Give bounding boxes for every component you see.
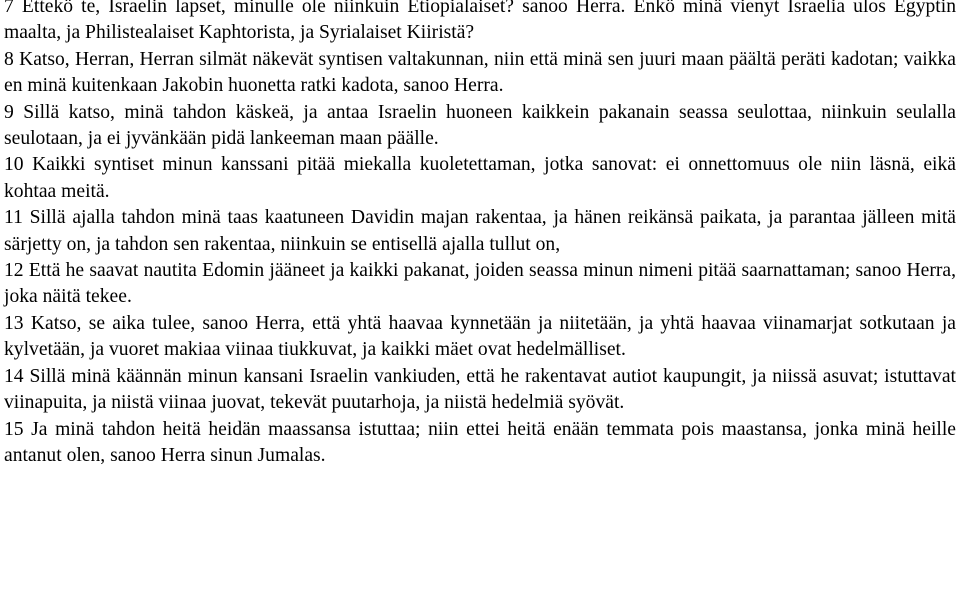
verse-12: 12 Että he saavat nautita Edomin jääneet ja kaikki pakanat, joiden seassa minun nimeni pitää saarnattaman; sanoo Herra, joka näitä tekee.	[4, 260, 956, 308]
verse-11: 11 Sillä ajalla tahdon minä taas kaatuneen Davidin majan rakentaa, ja hänen reikänsä paikata, ja parantaa jälleen mitä särjetty on, ja tahdon sen rakentaa, niinkuin se entisellä ajalla tullut on,	[4, 207, 956, 255]
verse-10: 10 Kaikki syntiset minun kanssani pitää miekalla kuoletettaman, jotka sanovat: ei onnettomuus ole niin läsnä, eikä kohtaa meitä.	[4, 154, 956, 202]
verse-14: 14 Sillä minä käännän minun kansani Israelin vankiuden, että he rakentavat autiot kaupungit, ja niissä asuvat; istuttavat viinapuita, ja niistä viinaa juovat, tekevät puutarhoja, ja niistä hedelmiä syövät.	[4, 365, 956, 414]
verse-15: 15 Ja minä tahdon heitä heidän maassansa istuttaa; niin ettei heitä enään temmata pois maastansa, jonka minä heille antanut olen, sanoo Herra sinun Jumalas.	[4, 418, 956, 466]
verse-8: 8 Katso, Herran, Herran silmät näkevät syntisen valtakunnan, niin että minä sen juuri maan päältä peräti kadotan; vaikka en minä kuitenkaan Jakobin huonetta ratki kadota, sanoo Herra.	[4, 48, 956, 97]
verse-9: 9 Sillä katso, minä tahdon käskeä, ja antaa Israelin huoneen kaikkein pakanain seassa seulottaa, niinkuin seulalla seulotaan, ja ei jyvänkään pidä lankeeman maan päälle.	[4, 101, 956, 150]
verse-13: 13 Katso, se aika tulee, sanoo Herra, että yhtä haavaa kynnetään ja niitetään, ja yhtä haavaa viinamarjat sotkutaan ja kylvetään, ja vuoret makiaa viinaa tiukkuvat, ja kaikki mäet ovat hedelmälliset.	[4, 312, 956, 361]
verse-7: 7 Ettekö te, Israelin lapset, minulle ole niinkuin Etiopialaiset? sanoo Herra. Enkö minä vienyt Israelia ulos Egyptin maalta, ja Philistealaiset Kaphtorista, ja Syrialaiset Kiiristä?	[4, 0, 956, 44]
